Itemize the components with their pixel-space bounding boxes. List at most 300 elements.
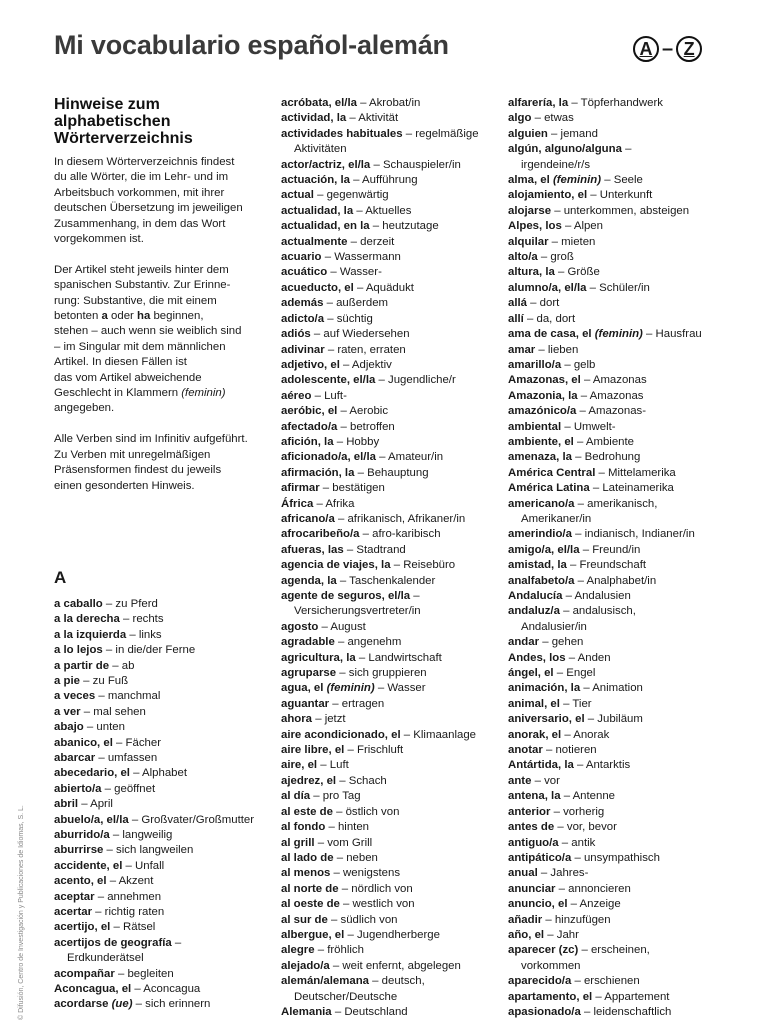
vocab-entry bbox=[508, 358, 743, 373]
vocab-entry bbox=[54, 766, 264, 781]
vocab-entry bbox=[54, 997, 264, 1012]
vocab-entry bbox=[508, 728, 743, 743]
copyright-side-note bbox=[6, 770, 24, 1020]
vocab-entry bbox=[508, 820, 743, 835]
headword-text: al menos bbox=[281, 867, 331, 880]
headword-text: abanico, el bbox=[54, 736, 113, 749]
section-letter: A bbox=[54, 567, 67, 587]
headword-text: amazónico/a bbox=[508, 405, 577, 418]
headword-text: agradable bbox=[281, 636, 335, 649]
headword-text: apartamento, el bbox=[508, 990, 593, 1003]
vocab-list bbox=[508, 96, 743, 1020]
headword-text: a caballo bbox=[54, 597, 103, 610]
vocab-entry bbox=[54, 859, 264, 874]
headword-text: ambiental bbox=[508, 420, 562, 433]
headword-text: acordarse bbox=[54, 998, 112, 1011]
intro-line bbox=[54, 401, 264, 416]
vocab-entry bbox=[54, 612, 264, 627]
headword-text: afectado/a bbox=[281, 420, 338, 433]
headword-text: acertar bbox=[54, 906, 92, 919]
translation-text: – mal sehen bbox=[80, 705, 146, 718]
headword-text: adicto/a bbox=[281, 312, 325, 325]
vocab-entry bbox=[281, 913, 501, 928]
headword-text: alojarse bbox=[508, 204, 552, 217]
vocab-entry bbox=[281, 543, 501, 558]
vocab-entry bbox=[281, 188, 501, 203]
headword-text: afición, la bbox=[281, 435, 334, 448]
headword-text: aparecer (zc) bbox=[508, 944, 579, 957]
vocab-entry bbox=[508, 481, 743, 496]
vocab-entry bbox=[508, 758, 743, 773]
headword-text: actualidad, la bbox=[281, 204, 354, 217]
vocab-entry bbox=[281, 420, 501, 435]
vocab-entry bbox=[54, 720, 264, 735]
intro-heading-line: alphabetischen bbox=[54, 113, 171, 130]
translation-text: – erschienen bbox=[571, 975, 640, 988]
vocab-entry bbox=[508, 312, 743, 327]
translation-text: – südlich von bbox=[327, 913, 398, 926]
headword-text: albergue, el bbox=[281, 928, 345, 941]
translation-text: – Andalusien bbox=[562, 590, 631, 602]
vocab-entry bbox=[508, 589, 743, 604]
headword-text: ahora bbox=[281, 713, 313, 726]
headword-text: además bbox=[281, 297, 324, 310]
headword-text: aire, el bbox=[281, 759, 318, 772]
vocab-entry bbox=[508, 974, 743, 989]
vocab-entry bbox=[508, 990, 743, 1005]
translation-text: – April bbox=[78, 798, 113, 811]
translation-text: – hinzufügen bbox=[542, 913, 611, 926]
translation-text: – Schach bbox=[336, 774, 387, 787]
headword-text: aniversario, el bbox=[508, 713, 585, 726]
range-dash: – bbox=[662, 37, 674, 60]
headword-text: aeróbic, el bbox=[281, 405, 338, 418]
headword-text: anuncio, el bbox=[508, 898, 568, 911]
headword-text: analfabeto/a bbox=[508, 574, 575, 587]
translation-text: – Hobby bbox=[333, 435, 380, 448]
translation-text: – Frischluft bbox=[344, 744, 404, 757]
headword-text: accidente, el bbox=[54, 859, 123, 872]
translation-text: – manchmal bbox=[95, 690, 161, 703]
headword-text: amigo/a, el/la bbox=[508, 543, 580, 556]
vocab-entry bbox=[281, 219, 501, 234]
alphabet-range-badge bbox=[633, 36, 702, 62]
vocab-entry bbox=[508, 111, 743, 126]
intro-line bbox=[54, 355, 264, 370]
vocab-entry bbox=[281, 620, 501, 635]
vocab-entry bbox=[281, 635, 501, 650]
headword-text: año, el bbox=[508, 928, 545, 941]
translation-text: – pro Tag bbox=[310, 790, 361, 803]
headword-text: acuático bbox=[281, 266, 328, 279]
vocab-entry bbox=[508, 235, 743, 250]
intro-heading-line: Hinweise zum bbox=[54, 96, 160, 113]
vocab-entry bbox=[508, 743, 743, 758]
translation-text: – Luft bbox=[317, 759, 349, 772]
vocab-entry bbox=[281, 758, 501, 773]
translation-text: – Bedrohung bbox=[571, 451, 641, 464]
translation-text: – unten bbox=[83, 721, 125, 734]
vocab-entry bbox=[281, 697, 501, 712]
vocab-entry bbox=[281, 527, 501, 542]
translation-text: – Rätsel bbox=[110, 921, 156, 934]
translation-text: – westlich von bbox=[339, 898, 415, 911]
translation-text: – Seele bbox=[601, 174, 643, 187]
translation-text: – umfassen bbox=[95, 751, 158, 764]
vocab-entry bbox=[281, 281, 501, 296]
translation-text: – Anzeige bbox=[567, 898, 621, 911]
translation-text: – indianisch, Indianer/in bbox=[571, 528, 695, 541]
translation-text: – afrikanisch, Afrikaner/in bbox=[334, 512, 466, 525]
letter-z-circle: Z bbox=[676, 36, 702, 62]
intro-line: Arbeitsbuch vorkommen, mit ihrer bbox=[54, 186, 225, 199]
headword-text: ajedrez, el bbox=[281, 774, 337, 787]
vocab-entry bbox=[281, 574, 501, 589]
translation-text: – Antarktis bbox=[573, 759, 631, 772]
headword-text: amar bbox=[508, 343, 536, 356]
translation-text: – Akzent bbox=[106, 875, 154, 888]
headword-text: al este de bbox=[281, 805, 333, 818]
translation-text: – zu Pferd bbox=[102, 597, 158, 610]
vocab-entry bbox=[281, 204, 501, 219]
translation-text: – unterkommen, absteigen bbox=[551, 204, 690, 217]
translation-text: – Aconcagua bbox=[131, 983, 201, 996]
translation-text: Versicherungsvertreter/in bbox=[294, 605, 421, 618]
translation-text: angegeben. bbox=[54, 402, 115, 415]
headword-text: agua, el bbox=[281, 682, 327, 695]
vocab-entry bbox=[54, 813, 264, 828]
translation-text: – links bbox=[126, 628, 162, 641]
headword-text: agenda, la bbox=[281, 574, 337, 587]
letter-a-circle: A bbox=[633, 36, 659, 62]
translation-text: – raten, erraten bbox=[324, 343, 406, 356]
headword-text: amenaza, la bbox=[508, 451, 572, 464]
intro-paragraph-2 bbox=[54, 263, 264, 417]
translation-text: – Größe bbox=[554, 266, 600, 279]
vocab-entry bbox=[281, 96, 501, 111]
translation-text: rung: Substantive, die mit einem bbox=[54, 294, 217, 307]
translation-text: Artikel. In diesen Fällen ist bbox=[54, 356, 187, 369]
headword-text: a pie bbox=[54, 674, 80, 687]
translation-text: – Aktivität bbox=[346, 112, 399, 125]
translation-text: das vom Artikel abweichende bbox=[54, 371, 202, 384]
translation-text: – bbox=[621, 143, 632, 156]
vocab-entry bbox=[281, 589, 501, 604]
vocab-entry bbox=[508, 373, 743, 388]
vocab-entry bbox=[281, 789, 501, 804]
translation-text: – erscheinen, bbox=[578, 944, 650, 957]
translation-text: – annoncieren bbox=[555, 882, 631, 895]
vocab-entry bbox=[508, 913, 743, 928]
headword-text: actualidad, en la bbox=[281, 220, 370, 233]
vocab-entry bbox=[508, 281, 743, 296]
vocab-entry bbox=[54, 751, 264, 766]
translation-text: – Amateur/in bbox=[375, 451, 444, 464]
headword-text: (feminin) bbox=[552, 174, 602, 187]
headword-text: al día bbox=[281, 790, 311, 803]
vocab-entry bbox=[508, 404, 743, 419]
translation-text: – Akrobat/in bbox=[356, 97, 421, 109]
vocab-entry bbox=[508, 866, 743, 881]
vocab-entry bbox=[54, 890, 264, 905]
translation-text: – heutzutage bbox=[369, 220, 439, 233]
translation-text: – August bbox=[318, 620, 366, 633]
translation-text: – etwas bbox=[531, 112, 574, 125]
vocab-entry bbox=[281, 820, 501, 835]
translation-text: – Engel bbox=[553, 667, 596, 680]
intro-line bbox=[54, 386, 264, 401]
headword-text: acertijo, el bbox=[54, 921, 111, 934]
intro-line bbox=[54, 294, 264, 309]
vocab-entry bbox=[508, 389, 743, 404]
vocab-entry bbox=[54, 797, 264, 812]
vocab-entry bbox=[508, 497, 743, 512]
headword-text: antes de bbox=[508, 821, 555, 834]
translation-text: – Töpferhandwerk bbox=[568, 97, 663, 109]
vocab-entry bbox=[54, 643, 264, 658]
headword-text: abril bbox=[54, 798, 79, 811]
translation-text: – Amazonas bbox=[580, 374, 647, 387]
headword-text: algo bbox=[508, 112, 532, 125]
copyright-text: © Difusión, Centro de Investigación y Publicaciones de Idiomas, S. L. bbox=[18, 805, 25, 1020]
translation-text: – Wasser bbox=[374, 682, 426, 695]
translation-text: – Schüler/in bbox=[586, 281, 650, 294]
translation-text: – deutsch, bbox=[369, 975, 425, 988]
intro-line: Zusammenhang, in dem das Wort bbox=[54, 217, 226, 230]
headword-text: animal, el bbox=[508, 697, 560, 710]
headword-text: actividad, la bbox=[281, 112, 347, 125]
vocab-entry bbox=[281, 959, 501, 974]
vocab-entry bbox=[508, 651, 743, 666]
vocab-entry bbox=[508, 142, 743, 157]
vocab-entry bbox=[508, 897, 743, 912]
translation-text: – betroffen bbox=[337, 420, 395, 433]
headword-text: ante bbox=[508, 774, 532, 787]
vocab-entry bbox=[508, 574, 743, 589]
intro-heading-line: Wörterverzeichnis bbox=[54, 130, 193, 147]
translation-text: – gehen bbox=[539, 636, 584, 649]
vocab-entry bbox=[281, 389, 501, 404]
translation-text: – außerdem bbox=[323, 297, 389, 310]
headword-text: afrocaribeño/a bbox=[281, 528, 360, 541]
headword-text: alojamiento, el bbox=[508, 189, 588, 202]
translation-text: – in die/der Ferne bbox=[102, 644, 196, 657]
translation-text: – Lateinamerika bbox=[589, 482, 674, 495]
headword-text: alguien bbox=[508, 127, 548, 140]
page-title: Mi vocabulario español-alemán bbox=[54, 30, 449, 60]
translation-text: – bbox=[410, 590, 420, 602]
translation-text: – Afrika bbox=[313, 497, 355, 510]
translation-text: – Jugendliche/r bbox=[375, 374, 456, 387]
headword-text: Aconcagua, el bbox=[54, 983, 132, 996]
intro-line: Alle Verben sind im Infinitiv aufgeführt. bbox=[54, 433, 248, 446]
translation-text: – vom Grill bbox=[314, 836, 373, 849]
translation-text: – Unfall bbox=[122, 859, 165, 872]
translation-text: – Animation bbox=[580, 682, 643, 695]
headword-text: Antártida, la bbox=[508, 759, 574, 772]
vocab-entry bbox=[508, 219, 743, 234]
translation-text: – andalusisch, bbox=[559, 605, 636, 618]
headword-text: apasionado/a bbox=[508, 1005, 581, 1018]
translation-text: – gegenwärtig bbox=[313, 189, 389, 202]
translation-text: Geschlecht in Klammern bbox=[54, 387, 182, 400]
headword-text: alumno/a, el/la bbox=[508, 281, 587, 294]
translation-text: irgendeine/r/s bbox=[521, 158, 591, 171]
vocab-entry bbox=[54, 736, 264, 751]
translation-text: – gelb bbox=[561, 358, 596, 371]
headword-text: (feminin) bbox=[181, 387, 226, 400]
headword-text: animación, la bbox=[508, 682, 581, 695]
translation-text: – östlich von bbox=[332, 805, 400, 818]
translation-text: – sich langweilen bbox=[103, 844, 194, 857]
vocab-entry bbox=[281, 481, 501, 496]
vocab-entry bbox=[508, 697, 743, 712]
intro-heading bbox=[54, 96, 264, 147]
vocab-entry bbox=[281, 928, 501, 943]
translation-text: – Anorak bbox=[561, 728, 610, 741]
headword-text: andaluz/a bbox=[508, 605, 560, 618]
vocab-entry bbox=[281, 666, 501, 681]
vocab-entry bbox=[508, 712, 743, 727]
vocab-entry bbox=[281, 974, 501, 989]
translation-text: – Unterkunft bbox=[587, 189, 653, 202]
intro-line bbox=[54, 263, 264, 278]
translation-text: – Luft- bbox=[311, 389, 347, 402]
headword-text: América Latina bbox=[508, 482, 590, 495]
headword-text: Amazonia, la bbox=[508, 389, 578, 402]
headword-text: a la derecha bbox=[54, 613, 120, 626]
vocab-entry bbox=[508, 327, 743, 342]
vocab-entry bbox=[281, 558, 501, 573]
translation-text: – Freund/in bbox=[579, 543, 641, 556]
translation-text: – hinten bbox=[325, 821, 369, 834]
headword-text: actividades habituales bbox=[281, 127, 403, 140]
translation-text: – Aufführung bbox=[350, 174, 418, 187]
translation-text: – im Singular mit dem männlichen bbox=[54, 340, 226, 353]
vocab-entry bbox=[281, 943, 501, 958]
headword-text: Amazonas, el bbox=[508, 374, 581, 387]
headword-text: africano/a bbox=[281, 512, 335, 525]
vocab-entry bbox=[281, 111, 501, 126]
vocab-entry bbox=[508, 296, 743, 311]
column-3 bbox=[508, 96, 743, 1020]
translation-text: – Landwirtschaft bbox=[355, 651, 442, 664]
intro-line: vorgekommen ist. bbox=[54, 233, 144, 246]
translation-text: – mieten bbox=[548, 235, 596, 248]
translation-text: – wenigstens bbox=[330, 867, 401, 880]
vocab-entry bbox=[508, 188, 743, 203]
headword-text: (feminin) bbox=[326, 682, 375, 695]
vocab-list bbox=[54, 597, 264, 1013]
vocab-entry bbox=[508, 774, 743, 789]
translation-text: – vor bbox=[531, 774, 560, 787]
vocab-entry bbox=[281, 1005, 501, 1020]
vocab-entry bbox=[281, 712, 501, 727]
headword-text: actual bbox=[281, 189, 314, 202]
translation-text: beginnen, bbox=[150, 310, 204, 323]
vocab-entry bbox=[508, 851, 743, 866]
headword-text: antiguo/a bbox=[508, 836, 559, 849]
vocab-entry bbox=[281, 651, 501, 666]
vocab-entry-continuation bbox=[508, 959, 743, 974]
translation-text: – sich erinnern bbox=[132, 998, 211, 1011]
vocab-entry bbox=[281, 897, 501, 912]
translation-text: – Deutschland bbox=[331, 1005, 408, 1018]
headword-text: aguantar bbox=[281, 697, 330, 710]
headword-text: ama de casa, el bbox=[508, 328, 595, 341]
headword-text: andar bbox=[508, 636, 540, 649]
headword-text: al lado de bbox=[281, 851, 334, 864]
intro-line bbox=[54, 371, 264, 386]
vocab-entry bbox=[508, 666, 743, 681]
vocab-entry-continuation bbox=[281, 604, 501, 619]
headword-text: América Central bbox=[508, 466, 596, 479]
vocab-entry bbox=[281, 235, 501, 250]
vocab-entry bbox=[281, 836, 501, 851]
headword-text: adjetivo, el bbox=[281, 358, 340, 371]
translation-text: – nördlich von bbox=[338, 882, 413, 895]
vocab-entry bbox=[281, 497, 501, 512]
translation-text: – Jahres- bbox=[537, 867, 589, 880]
headword-text: acento, el bbox=[54, 875, 107, 888]
vocab-entry bbox=[281, 127, 501, 142]
translation-text: – auf Wiedersehen bbox=[310, 328, 410, 341]
intro-paragraph-1 bbox=[54, 155, 264, 247]
headword-text: al sur de bbox=[281, 913, 328, 926]
headword-text: alto/a bbox=[508, 251, 538, 264]
translation-text: – vorherig bbox=[550, 805, 605, 818]
intro-line bbox=[54, 278, 264, 293]
vocab-entry bbox=[508, 882, 743, 897]
vocab-entry bbox=[508, 943, 743, 958]
vocab-entry bbox=[508, 805, 743, 820]
headword-text: alemán/alemana bbox=[281, 975, 370, 988]
headword-text: acueducto, el bbox=[281, 281, 354, 294]
vocab-entry bbox=[281, 866, 501, 881]
vocab-entry bbox=[281, 343, 501, 358]
translation-text: – sich gruppieren bbox=[336, 667, 427, 680]
headword-text: a bbox=[101, 310, 108, 323]
translation-text: – bbox=[171, 936, 182, 949]
translation-text: – Jahr bbox=[544, 928, 579, 941]
headword-text: a partir de bbox=[54, 659, 110, 672]
vocab-entry bbox=[508, 681, 743, 696]
headword-text: a veces bbox=[54, 690, 96, 703]
vocab-entry bbox=[281, 358, 501, 373]
translation-text: – Jubiläum bbox=[584, 713, 643, 726]
vocab-entry bbox=[54, 905, 264, 920]
translation-text: – antik bbox=[558, 836, 596, 849]
vocab-entry bbox=[508, 250, 743, 265]
translation-text: – fröhlich bbox=[314, 944, 364, 957]
headword-text: actor/actriz, el/la bbox=[281, 158, 371, 171]
vocab-entry bbox=[508, 558, 743, 573]
headword-text: adivinar bbox=[281, 343, 325, 356]
intro-line: deutschen Übersetzung im jeweiligen bbox=[54, 202, 243, 215]
vocab-entry bbox=[508, 420, 743, 435]
intro-paragraph-3 bbox=[54, 432, 264, 494]
vocab-entry bbox=[281, 743, 501, 758]
translation-text: – Aerobic bbox=[337, 405, 389, 418]
vocab-entry bbox=[508, 836, 743, 851]
translation-text: – notieren bbox=[542, 744, 597, 757]
vocab-entry bbox=[54, 597, 264, 612]
vocab-entry bbox=[54, 782, 264, 797]
translation-text: – Amazonas bbox=[577, 389, 644, 402]
vocab-entry bbox=[281, 296, 501, 311]
vocab-entry bbox=[54, 705, 264, 720]
translation-text: stehen – auch wenn sie weiblich sind bbox=[54, 325, 242, 338]
